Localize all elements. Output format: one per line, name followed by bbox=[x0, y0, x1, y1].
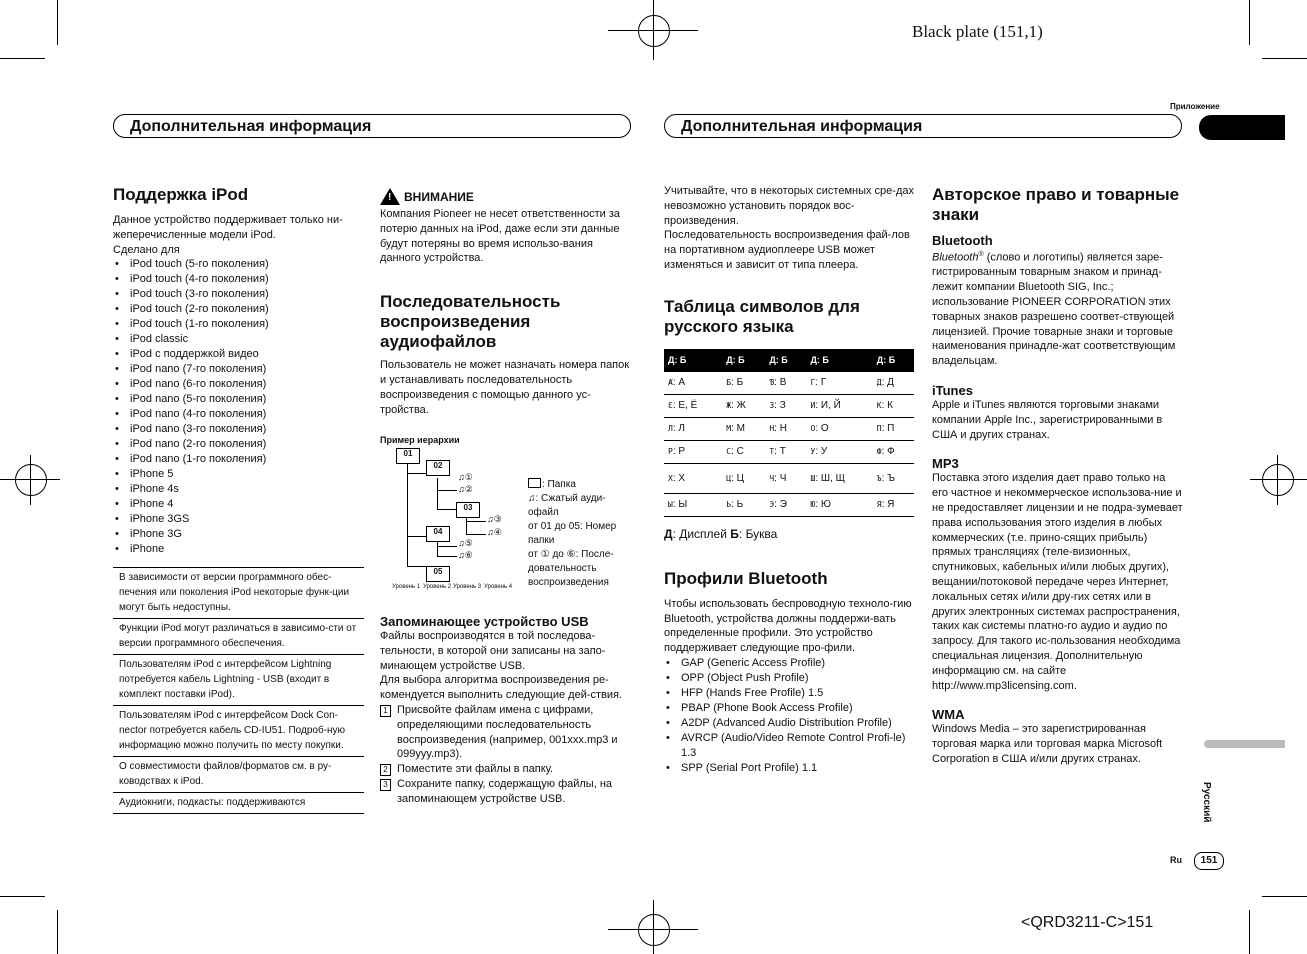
note: Пользователям iPod с интерфейсом Dock Con-nector потребуется кабель CD-IU51. Подроб-ную информацию можно получить по месту покупки. bbox=[113, 705, 364, 756]
folder-02: 02 bbox=[426, 460, 450, 476]
sequence-text: Пользователь не может назначать номера папок и устанавливать последовательность воспроизведения с помощью данного ус-тройства. bbox=[380, 359, 630, 416]
table-cell: Ж: Ж bbox=[722, 394, 765, 417]
legend-range: от 01 до 05: Номер папки bbox=[528, 521, 617, 546]
bt-profiles-text: Чтобы использовать беспроводную техноло-гию Bluetooth, устройства должны поддержи-вать определенные профили. Это устройство поддерживает следующие про-фили. bbox=[664, 597, 912, 655]
char-glyph-icon: Ю bbox=[810, 500, 815, 510]
table-cell: Я: Я bbox=[873, 493, 914, 516]
table-cell: Ъ: Ъ bbox=[873, 463, 914, 493]
registration-mark-icon bbox=[1262, 464, 1294, 496]
note: Аудиокниги, подкасты: поддерживаются bbox=[113, 792, 364, 814]
table-cell: Ц: Ц bbox=[722, 463, 765, 493]
char-glyph-icon: Ɛ bbox=[668, 401, 672, 411]
list-item: • iPod touch (5-го поколения) bbox=[113, 257, 365, 272]
char-glyph-icon: Ь bbox=[726, 500, 731, 510]
usb-text-2: Для выбора алгоритма воспроизведения ре-комендуется выполнить следующие дей-ствия. bbox=[380, 674, 623, 702]
folder-icon bbox=[528, 478, 541, 488]
diagram-legend bbox=[528, 477, 628, 590]
level-4: Уровень 4 bbox=[484, 584, 513, 590]
table-cell: Ч: Ч bbox=[765, 463, 806, 493]
list-item: • GAP (Generic Access Profile) bbox=[664, 656, 915, 671]
column-table bbox=[664, 184, 915, 776]
table-header: Д: Б bbox=[722, 349, 765, 372]
note: Функции iPod могут различаться в зависимо-сти от версии программного обеспечения. bbox=[113, 618, 364, 654]
table-cell: Р: Р bbox=[664, 440, 722, 463]
sequence-title: Последовательность воспроизведения аудиофайлов bbox=[380, 292, 561, 352]
char-glyph-icon: М bbox=[726, 424, 731, 434]
language-tab bbox=[1204, 740, 1285, 748]
legend-folder: : Папка bbox=[528, 477, 628, 492]
table-row bbox=[664, 493, 914, 516]
char-glyph-icon: Э bbox=[769, 500, 774, 510]
char-glyph-icon: Г bbox=[810, 378, 815, 388]
char-glyph-icon: И bbox=[810, 401, 815, 411]
table-row bbox=[664, 463, 914, 493]
registration-mark-icon bbox=[638, 15, 670, 47]
list-item: • iPhone 3G bbox=[113, 527, 365, 542]
table-title: Таблица символов для русского языка bbox=[664, 296, 860, 336]
table-cell: С: С bbox=[722, 440, 765, 463]
table-cell: Ш: Ш, Щ bbox=[806, 463, 872, 493]
mp3-heading: MP3 bbox=[932, 456, 959, 472]
column-playback bbox=[380, 188, 630, 445]
crop-mark bbox=[57, 910, 58, 954]
list-item: • iPod nano (3-го поколения) bbox=[113, 422, 365, 437]
table-cell: Н: Н bbox=[765, 417, 806, 440]
table-cell: Л: Л bbox=[664, 417, 722, 440]
usb-section bbox=[380, 614, 630, 807]
table-cell: Ф: Ф bbox=[873, 440, 914, 463]
list-item: • A2DP (Advanced Audio Distribution Profile) bbox=[664, 716, 915, 731]
table-header: Д: Б bbox=[765, 349, 806, 372]
mp3-text: Поставка этого изделия дает право только на его частное и некоммерческое использова-ние и не предоставляет лицензии и не подра-зумевает права использования этого изделия в любых коммерческих (т.е. прино-сящих прибыль) прямых трансляциях (теле-визионных, спутниковых, кабельных и/или любых других), вещании/потоковой передаче через Интернет, локальных сетях и/или дру-гих сетях или в других электронных системах распространения, таких как системы платно-го аудио и аудио по запросу. Для такого ис-пользования необходима специальная лицензия. Дополнительную информацию см. на сайте bbox=[932, 472, 1183, 677]
env-note: Учитывайте, что в некоторых системных сре-дах невозможно установить порядок вос-произведения. bbox=[664, 185, 914, 227]
list-item: • iPhone 3GS bbox=[113, 512, 365, 527]
char-glyph-icon: Ы bbox=[668, 500, 672, 510]
list-item: • OPP (Object Push Profile) bbox=[664, 671, 915, 686]
mp3-url[interactable]: http://www.mp3licensing.com. bbox=[932, 679, 1077, 692]
file-4: ♫④ bbox=[487, 527, 502, 537]
char-glyph-icon: К bbox=[876, 401, 881, 411]
char-glyph-icon: Д bbox=[876, 378, 881, 388]
level-2: Уровень 2 bbox=[423, 584, 452, 590]
char-glyph-icon: Б bbox=[726, 378, 731, 388]
table-row bbox=[664, 440, 914, 463]
wma-text: Windows Media – это зарегистрированная торговая марка или торговая марка Microsoft Corporation в США и/или других странах. bbox=[932, 723, 1163, 765]
list-item: • iPod nano (6-го поколения) bbox=[113, 377, 365, 392]
warning-icon: ! bbox=[380, 188, 400, 205]
usb-title: Запоминающее устройство USB bbox=[380, 614, 589, 629]
ipod-notes bbox=[113, 567, 364, 814]
trademarks-title: Авторское право и товарные знаки bbox=[932, 185, 1180, 224]
char-glyph-icon: Ъ bbox=[876, 473, 881, 483]
file-3: ♫③ bbox=[487, 514, 502, 524]
list-item: • iPod touch (1-го поколения) bbox=[113, 317, 365, 332]
usb-text-1: Файлы воспроизводятся в той последова-тельности, в которой они записаны на запо-минающем устройстве USB. bbox=[380, 630, 606, 672]
plate-label: Black plate (151,1) bbox=[912, 22, 1043, 41]
bt-heading: Bluetooth bbox=[932, 233, 993, 248]
table-cell: О: О bbox=[806, 417, 872, 440]
doc-code: <QRD3211-C>151 bbox=[1021, 914, 1154, 931]
table-cell: Ɓ: В bbox=[765, 372, 806, 395]
crop-mark bbox=[1249, 0, 1250, 45]
list-item: • iPhone 4 bbox=[113, 497, 365, 512]
ipod-models-list bbox=[113, 257, 365, 557]
player-note: Последовательность воспроизведения фай-лов на портативном аудиоплеере USB может изменяться и зависит от типа плеера. bbox=[664, 229, 910, 271]
list-item: • PBAP (Phone Book Access Profile) bbox=[664, 701, 915, 716]
registration-mark-icon bbox=[638, 914, 670, 946]
list-item: • iPhone 5 bbox=[113, 467, 365, 482]
crop-mark bbox=[1262, 896, 1307, 897]
list-item: • iPod с поддержкой видео bbox=[113, 347, 365, 362]
warning-title: ВНИМАНИЕ bbox=[404, 189, 474, 204]
table-legend: Д: Дисплей Б: Буква bbox=[664, 526, 778, 541]
char-glyph-icon: Ф bbox=[876, 447, 881, 457]
usb-steps bbox=[380, 703, 630, 807]
list-item: • SPP (Serial Port Profile) 1.1 bbox=[664, 761, 915, 776]
table-header: Д: Б bbox=[873, 349, 914, 372]
itunes-heading: iTunes bbox=[932, 383, 973, 399]
file-6: ♫⑥ bbox=[458, 550, 473, 560]
char-glyph-icon: Я bbox=[876, 500, 881, 510]
bt-text: Bluetooth® (слово и логотипы) является заре-гистрированным товарным знаком и принад-лежит компании Bluetooth SIG, Inc.; использование PIONEER CORPORATION этих товарных знаков разрешено соответ-ствующей лицензией. Прочие товарные знаки и торговые наименования принадле-жат соответствующим владельцам. bbox=[932, 251, 1176, 368]
table-cell: Х: Х bbox=[664, 463, 722, 493]
table-cell: Г: Г bbox=[806, 372, 872, 395]
table-cell: Э: Э bbox=[765, 493, 806, 516]
legend-order: от ① до ⑥: После-довательность воспроизведения bbox=[528, 549, 614, 588]
note: Пользователям iPod с интерфейсом Lightning потребуется кабель Lightning - USB (входит в комплект поставки iPod). bbox=[113, 654, 364, 705]
char-glyph-icon: Ш bbox=[810, 473, 815, 483]
list-item: • iPhone 4s bbox=[113, 482, 365, 497]
char-glyph-icon: Л bbox=[668, 424, 672, 434]
list-item: • iPod touch (2-го поколения) bbox=[113, 302, 365, 317]
crop-mark bbox=[0, 896, 45, 897]
table-cell: Ь: Ь bbox=[722, 493, 765, 516]
list-item: • iPod nano (1-го поколения) bbox=[113, 452, 365, 467]
itunes-text: Apple и iTunes являются торговыми знаками компании Apple Inc., зарегистрированными в США и других странах. bbox=[932, 399, 1163, 441]
table-cell: Т: Т bbox=[765, 440, 806, 463]
note: О совместимости файлов/форматов см. в ру-ководствах к iPod. bbox=[113, 756, 364, 792]
char-glyph-icon: У bbox=[810, 447, 815, 457]
table-header: Д: Б bbox=[806, 349, 872, 372]
char-glyph-icon: Х bbox=[668, 473, 672, 483]
language-label: Русский bbox=[1201, 782, 1212, 823]
header-left: Дополнительная информация bbox=[113, 114, 631, 138]
table-row bbox=[664, 394, 914, 417]
char-glyph-icon: З bbox=[769, 401, 774, 411]
table-header: Д: Б bbox=[664, 349, 722, 372]
table-cell: К: К bbox=[873, 394, 914, 417]
table-cell: Б: Б bbox=[722, 372, 765, 395]
note: В зависимости от версии программного обес-печения или поколения iPod некоторые функ-ции могут быть недоступны. bbox=[113, 567, 364, 618]
folder-03: 03 bbox=[456, 502, 480, 518]
crop-mark bbox=[1262, 58, 1307, 59]
table-cell: П: П bbox=[873, 417, 914, 440]
crop-mark bbox=[1249, 910, 1250, 954]
level-1: Уровень 1 bbox=[392, 584, 421, 590]
list-item: • iPod nano (4-го поколения) bbox=[113, 407, 365, 422]
header-right: Дополнительная информация bbox=[664, 114, 1182, 138]
char-glyph-icon: Т bbox=[769, 447, 774, 457]
ipod-title: Поддержка iPod bbox=[113, 185, 249, 204]
hierarchy-diagram bbox=[380, 445, 630, 595]
ipod-intro: Данное устройство поддерживает только ни-жеперечисленные модели iPod. bbox=[113, 214, 343, 241]
char-glyph-icon: П bbox=[876, 424, 881, 434]
warning-text: Компания Pioneer не несет ответственности за потерю данных на iPod, даже если эти данные будут потеряны во время использо-вания данного устройства. bbox=[380, 208, 620, 265]
wma-heading: WMA bbox=[932, 707, 965, 723]
table-cell: И: И, Й bbox=[806, 394, 872, 417]
step: 1 Присвойте файлам имена с цифрами, определяющими последовательность воспроизведения (например, 001xxx.mp3 и 099yyy.mp3). bbox=[380, 703, 630, 762]
char-glyph-icon: Ц bbox=[726, 473, 731, 483]
made-for: Сделано для bbox=[113, 243, 180, 256]
table-cell: Ы: Ы bbox=[664, 493, 722, 516]
column-trademarks bbox=[932, 185, 1184, 767]
bt-profiles-list bbox=[664, 656, 915, 776]
list-item: • iPod classic bbox=[113, 332, 365, 347]
table-row bbox=[664, 372, 914, 395]
table-row bbox=[664, 417, 914, 440]
table-cell: Д: Д bbox=[873, 372, 914, 395]
level-3: Уровень 3 bbox=[453, 584, 482, 590]
music-file-icon: ♫ bbox=[528, 493, 536, 504]
table-cell: Ⱥ: А bbox=[664, 372, 722, 395]
char-glyph-icon: Н bbox=[769, 424, 774, 434]
list-item: • iPod touch (4-го поколения) bbox=[113, 272, 365, 287]
folder-04: 04 bbox=[426, 526, 450, 542]
list-item: • HFP (Hands Free Profile) 1.5 bbox=[664, 686, 915, 701]
char-glyph-icon: Ⱥ bbox=[668, 378, 672, 388]
crop-mark bbox=[0, 58, 45, 59]
table-cell: З: З bbox=[765, 394, 806, 417]
folder-01: 01 bbox=[396, 448, 420, 464]
folder-05: 05 bbox=[426, 566, 450, 582]
bt-profiles-title: Профили Bluetooth bbox=[664, 568, 828, 588]
column-ipod bbox=[113, 185, 365, 557]
char-glyph-icon: Ж bbox=[726, 401, 731, 411]
char-glyph-icon: С bbox=[726, 447, 731, 457]
list-item: • iPod nano (5-го поколения) bbox=[113, 392, 365, 407]
warning-heading bbox=[380, 188, 630, 205]
section-tab bbox=[1199, 115, 1285, 140]
list-item: • iPod nano (2-го поколения) bbox=[113, 437, 365, 452]
step: 3 Сохраните папку, содержащую файлы, на запоминающем устройстве USB. bbox=[380, 777, 630, 807]
table-cell: Ɛ: Е, Ё bbox=[664, 394, 722, 417]
hierarchy-title: Пример иерархии bbox=[380, 435, 460, 446]
step: 2 Поместите эти файлы в папку. bbox=[380, 762, 630, 777]
list-item: • iPod nano (7-го поколения) bbox=[113, 362, 365, 377]
file-1: ♫① bbox=[458, 472, 473, 482]
file-2: ♫② bbox=[458, 484, 473, 494]
list-item: • AVRCP (Audio/Video Remote Control Profi-le) 1.3 bbox=[664, 731, 915, 761]
char-glyph-icon: Ч bbox=[769, 473, 774, 483]
registration-mark-icon bbox=[15, 464, 47, 496]
legend-file: ♫: Сжатый ауди-офайл bbox=[528, 493, 606, 518]
char-glyph-icon: Ɓ bbox=[769, 378, 774, 388]
table-cell: У: У bbox=[806, 440, 872, 463]
table-cell: Ю: Ю bbox=[806, 493, 872, 516]
lang-code: Ru bbox=[1170, 855, 1182, 865]
char-glyph-icon: О bbox=[810, 424, 815, 434]
list-item: • iPod touch (3-го поколения) bbox=[113, 287, 365, 302]
appendix-label: Приложение bbox=[1170, 102, 1220, 111]
char-table bbox=[664, 349, 914, 517]
file-5: ♫⑤ bbox=[458, 538, 473, 548]
list-item: • iPhone bbox=[113, 542, 365, 557]
page-number: 151 bbox=[1194, 852, 1224, 870]
crop-mark bbox=[57, 0, 58, 45]
char-glyph-icon: Р bbox=[668, 447, 672, 457]
table-cell: М: М bbox=[722, 417, 765, 440]
